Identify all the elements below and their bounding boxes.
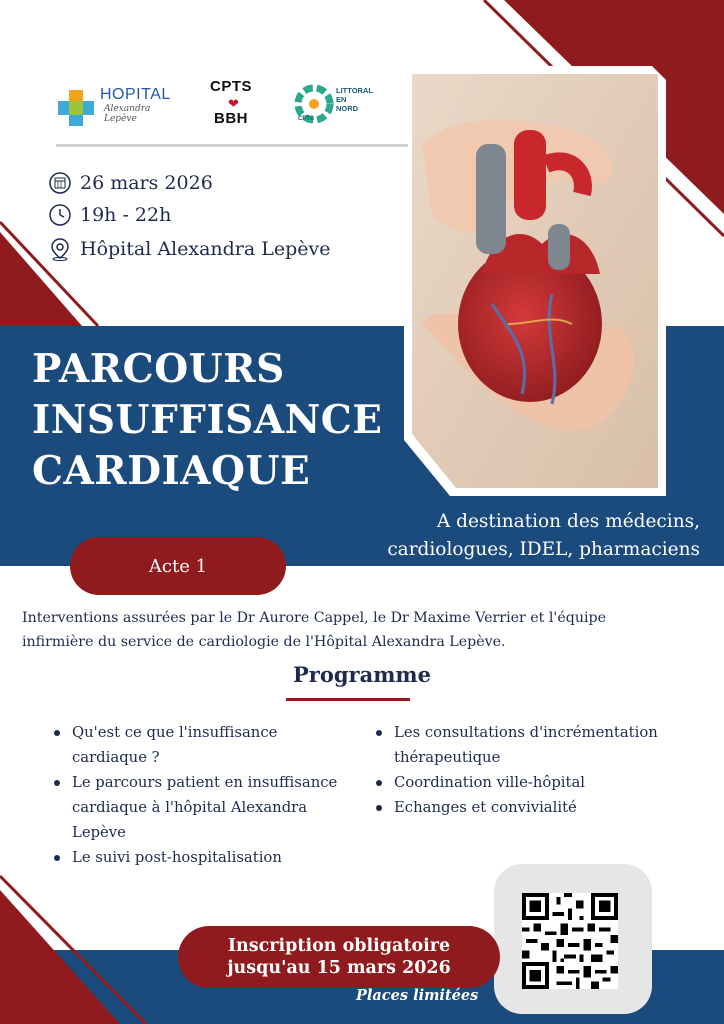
bullet-icon bbox=[54, 855, 60, 861]
hopital-logo bbox=[56, 84, 181, 128]
event-date: 26 mars 2026 bbox=[80, 172, 213, 194]
info-date-row bbox=[48, 168, 213, 198]
event-time: 19h - 22h bbox=[80, 204, 172, 226]
interventions-line-1: Interventions assurées par le Dr Aurore Cappel, le Dr Maxime Verrier et l'équipe bbox=[22, 610, 606, 626]
places-limitees: Places limitées bbox=[356, 987, 479, 1004]
heart-icon: ❤ bbox=[228, 96, 239, 111]
title-line-3: CARDIAQUE bbox=[32, 448, 311, 494]
bullet-icon bbox=[376, 780, 382, 786]
list-item: Coordination ville-hôpital bbox=[374, 770, 694, 795]
cpts-logo-line1: CPTS bbox=[210, 78, 253, 95]
list-item: Qu'est ce que l'insuffisance cardiaque ? bbox=[52, 720, 352, 770]
title-line-2: INSUFFISANCE bbox=[32, 397, 383, 443]
programme-list-left bbox=[52, 720, 352, 870]
bullet-icon bbox=[376, 805, 382, 811]
inscription-line-1: Inscription obligatoire bbox=[227, 936, 451, 956]
interventions-line-2: infirmière du service de cardiologie de l'Hôpital Alexandra Lepève. bbox=[22, 634, 506, 650]
programme-underline bbox=[286, 698, 410, 701]
heart-model-photo bbox=[412, 74, 658, 488]
list-item: Le suivi post-hospitalisation bbox=[52, 845, 352, 870]
location-pin-icon bbox=[48, 237, 72, 261]
programme-list-right bbox=[374, 720, 694, 820]
inscription-badge bbox=[178, 926, 500, 988]
audience-line-1: A destination des médecins, bbox=[436, 511, 700, 532]
bullet-icon bbox=[54, 730, 60, 736]
qr-code[interactable] bbox=[522, 893, 618, 989]
audience-line-2: cardiologues, IDEL, pharmaciens bbox=[387, 539, 700, 560]
hospital-cross-icon bbox=[56, 88, 96, 128]
programme-title: Programme bbox=[292, 662, 432, 687]
event-location: Hôpital Alexandra Lepève bbox=[80, 238, 331, 260]
list-item: Le parcours patient en insuffisance cardiaque à l'hôpital Alexandra Lepève bbox=[52, 770, 352, 845]
inscription-line-2: jusqu'au 15 mars 2026 bbox=[227, 958, 451, 978]
bullet-icon bbox=[54, 780, 60, 786]
littoral-en-nord-logo bbox=[292, 80, 372, 130]
list-item: Les consultations d'incrémentation thérapeutique bbox=[374, 720, 694, 770]
bullet-icon bbox=[376, 730, 382, 736]
cpts-bbh-logo bbox=[206, 70, 262, 140]
calendar-icon bbox=[48, 171, 72, 195]
littoral-logo-cpts: CPTS bbox=[298, 116, 315, 122]
acte-badge: Acte 1 bbox=[70, 537, 286, 595]
list-item: Echanges et convivialité bbox=[374, 795, 694, 820]
littoral-logo-text: LITTORAL EN NORD bbox=[336, 86, 373, 113]
info-time-row bbox=[48, 200, 171, 230]
title-line-1: PARCOURS bbox=[32, 346, 285, 392]
interventions-text bbox=[22, 606, 702, 654]
clock-icon bbox=[48, 203, 72, 227]
info-location-row bbox=[48, 234, 331, 264]
audience-text bbox=[340, 508, 700, 564]
event-title bbox=[32, 344, 412, 497]
logo-divider bbox=[56, 144, 408, 147]
cpts-logo-line2: BBH bbox=[214, 110, 248, 127]
hopital-logo-script: Alexandra Lepève bbox=[104, 104, 151, 124]
hopital-logo-word: HOPITAL bbox=[100, 86, 171, 103]
